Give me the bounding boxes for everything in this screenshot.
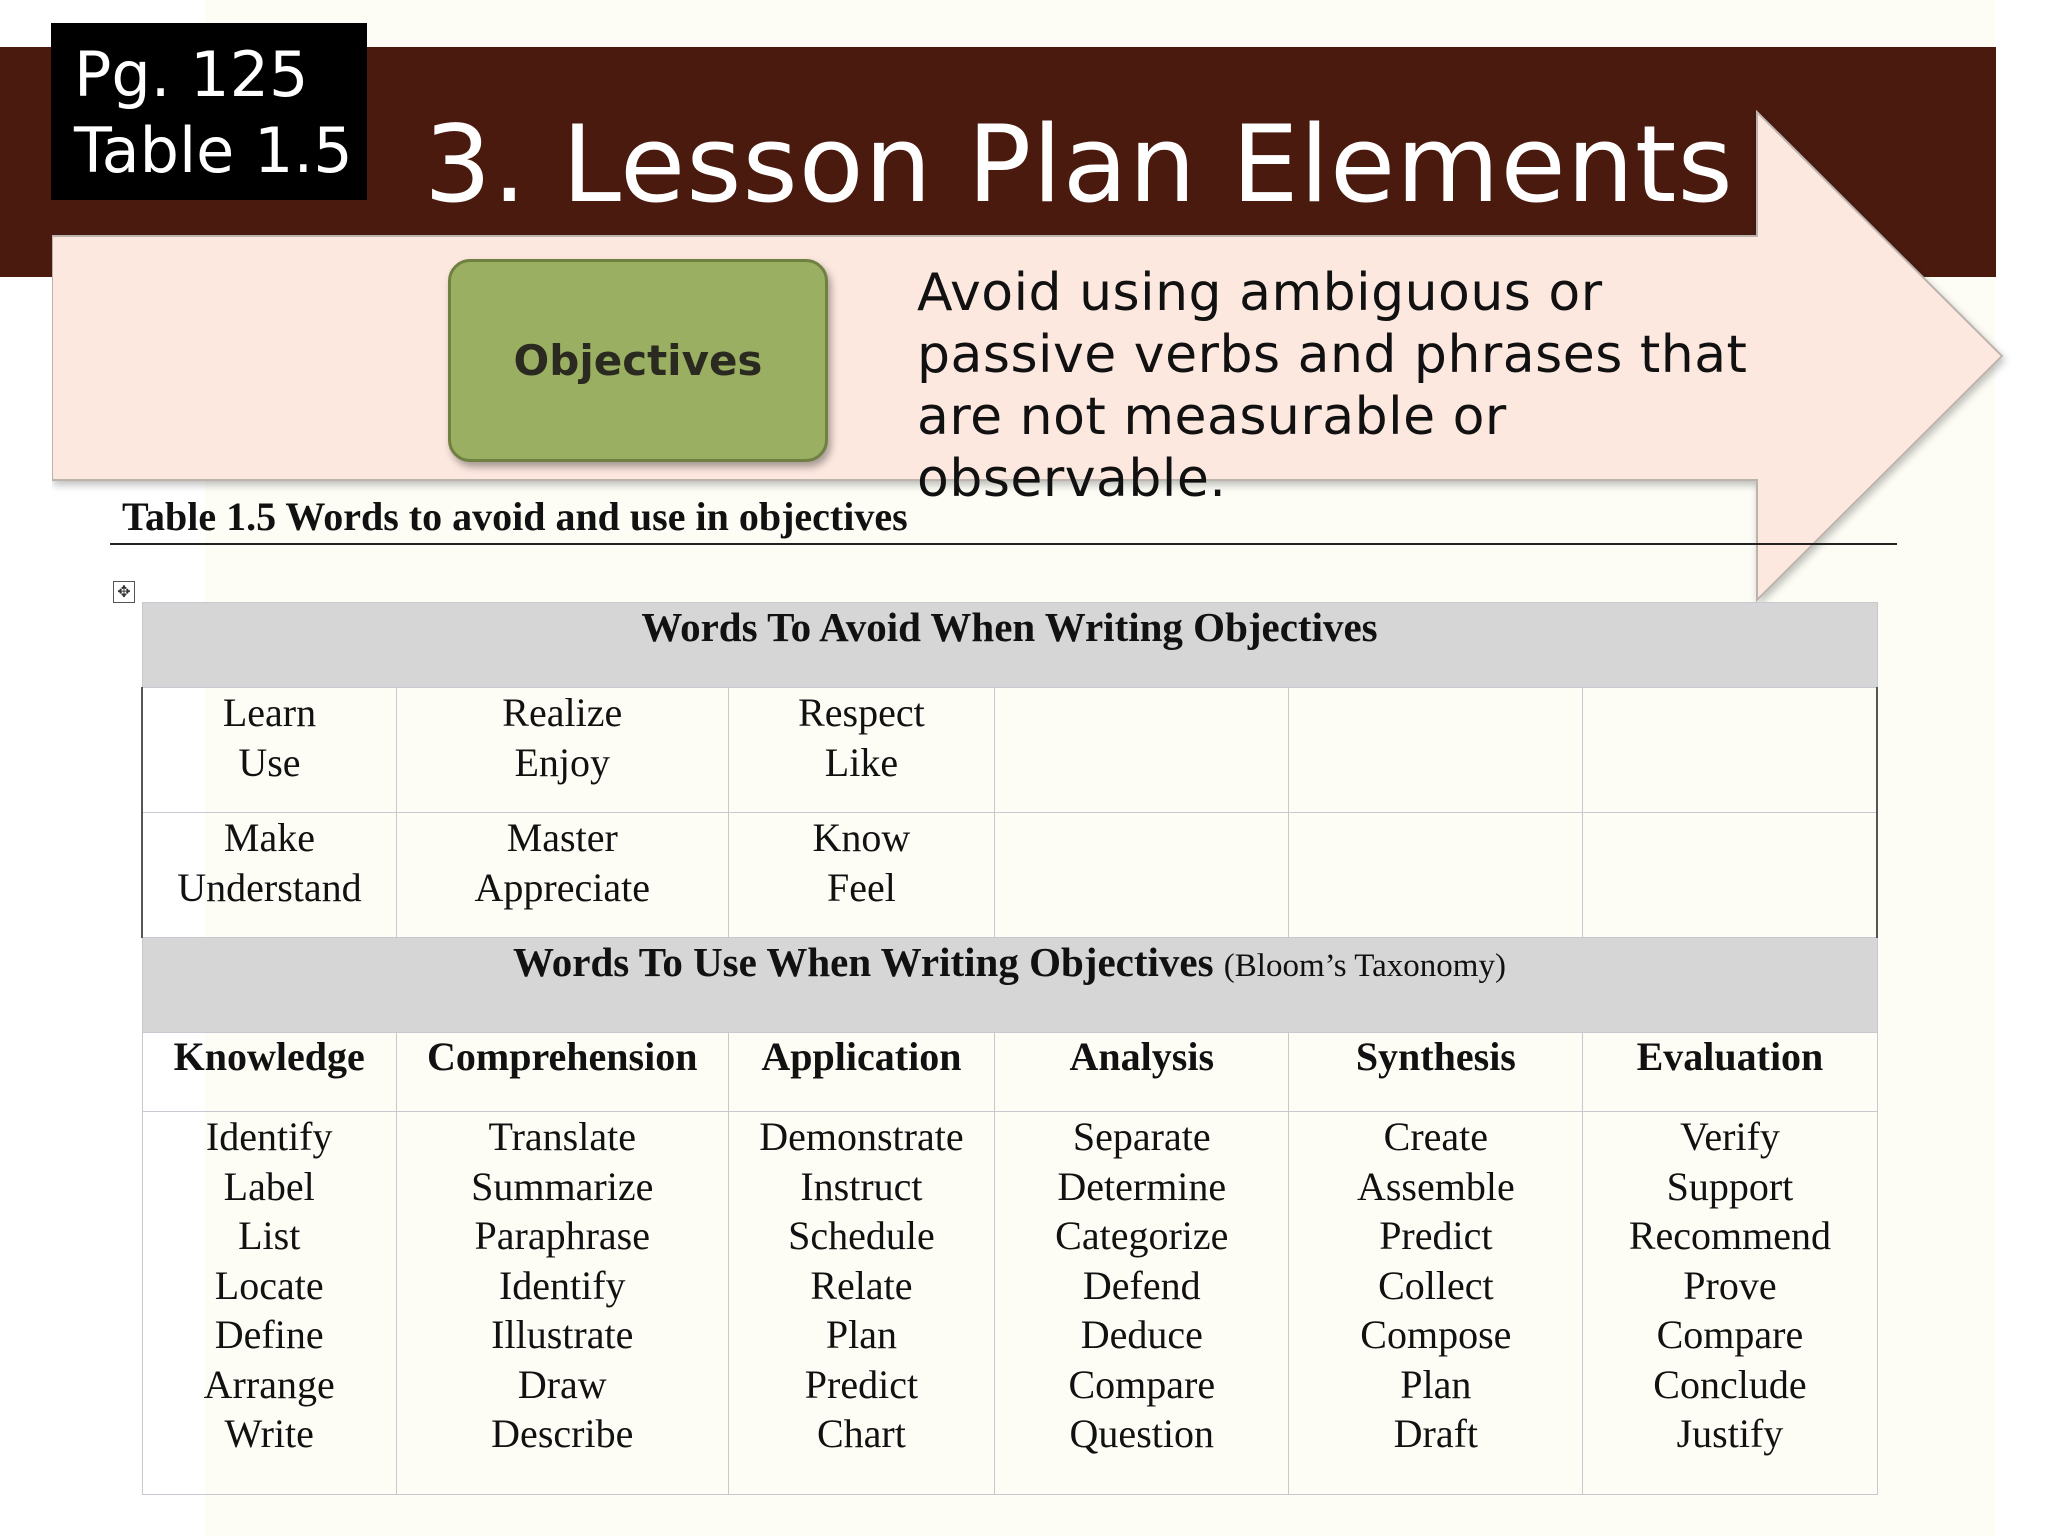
table-move-handle-icon[interactable]: ✥ (113, 581, 135, 603)
objective-verb: Chart (816, 1411, 906, 1456)
category-analysis: Analysis (995, 1033, 1289, 1112)
use-words-row (142, 1112, 1877, 1495)
objective-verb: Instruct (800, 1163, 923, 1209)
avoid-cell: Respect Like (728, 688, 995, 813)
category-comprehension: Comprehension (396, 1033, 728, 1112)
objective-verb: Paraphrase (474, 1213, 650, 1258)
page-number: Pg. 125 (74, 38, 309, 111)
objective-verb: Identify (205, 1114, 333, 1159)
objective-verb: Defend (1082, 1262, 1201, 1308)
avoid-cell: Learn Use (142, 688, 396, 813)
objective-verb: Prove (1683, 1262, 1777, 1308)
objective-verb: Demonstrate (759, 1114, 964, 1159)
avoid-cell: Realize Enjoy (396, 688, 728, 813)
objective-verb: Predict (804, 1361, 919, 1407)
caption-divider (110, 543, 1897, 545)
category-synthesis: Synthesis (1289, 1033, 1583, 1112)
objective-verb: Question (1069, 1411, 1214, 1456)
objective-verb: Support (1666, 1163, 1794, 1209)
avoid-cell (1583, 813, 1877, 938)
objective-verb: Illustrate (491, 1312, 634, 1357)
objectives-button[interactable]: Objectives (448, 259, 828, 462)
objective-verb: Locate (214, 1262, 324, 1308)
avoid-cell (995, 688, 1289, 813)
objective-verb: Draft (1393, 1411, 1479, 1456)
avoid-cell (1289, 813, 1583, 938)
objective-verb: Define (214, 1312, 324, 1357)
words-column (1289, 1112, 1583, 1495)
avoid-header-label: Words To Avoid When Writing Objectives (641, 604, 1378, 650)
objective-verb: Compare (1068, 1361, 1216, 1407)
avoid-cell (995, 813, 1289, 938)
objective-verb: Conclude (1653, 1361, 1807, 1407)
category-application: Application (728, 1033, 995, 1112)
avoid-cell: Know Feel (728, 813, 995, 938)
objective-verb: Plan (1400, 1361, 1472, 1407)
category-knowledge: Knowledge (142, 1033, 396, 1112)
words-column (142, 1112, 396, 1495)
objective-verb: Compare (1656, 1312, 1804, 1357)
avoid-cell (1289, 688, 1583, 813)
slide-title: 3. Lesson Plan Elements (424, 103, 1734, 226)
objective-verb: Relate (810, 1262, 913, 1308)
words-column (396, 1112, 728, 1495)
objective-verb: Schedule (788, 1213, 935, 1258)
objective-verb: Identify (498, 1262, 626, 1308)
objective-verb: Separate (1072, 1114, 1211, 1159)
category-row (142, 1033, 1877, 1112)
objective-verb: Summarize (471, 1163, 654, 1209)
objective-verb: Predict (1379, 1213, 1493, 1258)
words-column (728, 1112, 995, 1495)
objective-verb: Create (1383, 1114, 1489, 1159)
objective-verb: Justify (1676, 1411, 1784, 1456)
objective-verb: Categorize (1055, 1213, 1229, 1258)
objective-verb: Label (223, 1163, 315, 1209)
objective-verb: Verify (1679, 1114, 1780, 1159)
objective-verb: Write (224, 1411, 314, 1456)
category-evaluation: Evaluation (1583, 1033, 1877, 1112)
objectives-words-table (141, 602, 1878, 1495)
objective-verb: Collect (1378, 1262, 1494, 1308)
table-reference: Table 1.5 (74, 114, 353, 187)
objective-verb: Arrange (203, 1361, 335, 1407)
table-caption: Table 1.5 Words to avoid and use in objectives (122, 494, 908, 539)
avoid-cell (1583, 688, 1877, 813)
use-header (142, 938, 1877, 1033)
avoid-cell: Master Appreciate (396, 813, 728, 938)
use-header-note: (Bloom’s Taxonomy) (1223, 948, 1506, 984)
objective-verb: Translate (488, 1114, 636, 1159)
advice-text: Avoid using ambiguous or passive verbs and phrases that are not measurable or observable. (917, 263, 1748, 509)
avoid-row (142, 813, 1877, 938)
objective-verb: Draw (517, 1361, 607, 1407)
objective-verb: Describe (491, 1411, 634, 1456)
objective-verb: Compose (1360, 1312, 1512, 1357)
words-column (1583, 1112, 1877, 1495)
objective-verb: Plan (825, 1312, 897, 1357)
page-reference (51, 23, 367, 200)
avoid-header (142, 603, 1877, 688)
objective-verb: Assemble (1356, 1163, 1515, 1209)
avoid-row (142, 688, 1877, 813)
objective-verb: List (238, 1213, 301, 1258)
objective-verb: Deduce (1080, 1312, 1203, 1357)
use-header-label: Words To Use When Writing Objectives (513, 939, 1214, 985)
words-column (995, 1112, 1289, 1495)
avoid-cell: Make Understand (142, 813, 396, 938)
objective-verb: Determine (1057, 1163, 1227, 1209)
objective-verb: Recommend (1628, 1213, 1832, 1258)
